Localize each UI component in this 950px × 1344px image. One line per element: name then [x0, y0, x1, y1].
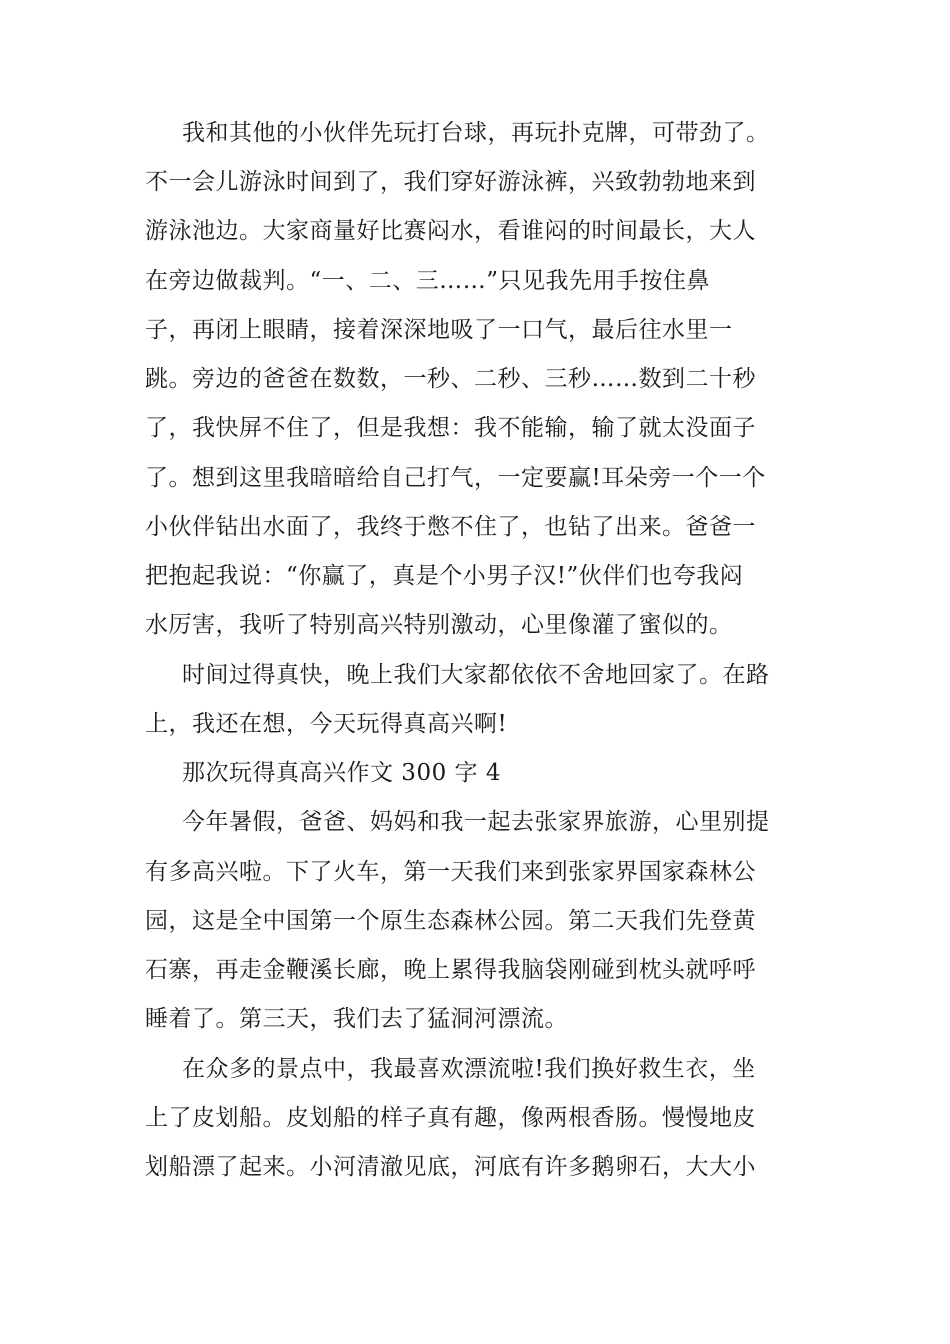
paragraph-line: 小伙伴钻出水面了，我终于憋不住了，也钻了出来。爸爸一	[145, 514, 756, 540]
paragraph-line: 游泳池边。大家商量好比赛闷水，看谁闷的时间最长，大人	[145, 218, 756, 244]
paragraph-line: 上，我还在想，今天玩得真高兴啊!	[145, 711, 508, 737]
paragraph-line: 了，我快屏不住了，但是我想：我不能输，输了就太没面子	[145, 415, 756, 441]
paragraph-line: 石寨，再走金鞭溪长廊，晚上累得我脑袋刚碰到枕头就呼呼	[145, 957, 756, 983]
paragraph-line: 把抱起我说：“你赢了，真是个小男子汉!”伙伴们也夸我闷	[145, 563, 744, 589]
paragraph-line: 跳。旁边的爸爸在数数，一秒、二秒、三秒……数到二十秒	[145, 366, 756, 392]
paragraph-line: 在众多的景点中，我最喜欢漂流啦!我们换好救生衣，坐	[182, 1056, 756, 1082]
paragraph-line: 水厉害，我听了特别高兴特别激动，心里像灌了蜜似的。	[145, 612, 733, 638]
paragraph-line: 划船漂了起来。小河清澈见底，河底有许多鹅卵石，大大小	[145, 1154, 756, 1180]
paragraph-line: 时间过得真快，晚上我们大家都依依不舍地回家了。在路	[182, 662, 770, 688]
paragraph-line: 睡着了。第三天，我们去了猛洞河漂流。	[145, 1006, 568, 1032]
paragraph-line: 上了皮划船。皮划船的样子真有趣，像两根香肠。慢慢地皮	[145, 1105, 756, 1131]
paragraph-line: 园，这是全中国第一个原生态森林公园。第二天我们先登黄	[145, 908, 756, 934]
paragraph-line: 在旁边做裁判。“一、二、三……”只见我先用手按住鼻	[145, 268, 711, 294]
section-heading: 那次玩得真高兴作文 300 字 4	[182, 760, 501, 786]
paragraph-line: 今年暑假，爸爸、妈妈和我一起去张家界旅游，心里别提	[182, 809, 770, 835]
paragraph-line: 我和其他的小伙伴先玩打台球，再玩扑克牌，可带劲了。	[182, 120, 770, 146]
paragraph-line: 有多高兴啦。下了火车，第一天我们来到张家界国家森林公	[145, 859, 756, 885]
paragraph-line: 子，再闭上眼睛，接着深深地吸了一口气，最后往水里一	[145, 317, 733, 343]
paragraph-line: 不一会儿游泳时间到了，我们穿好游泳裤，兴致勃勃地来到	[145, 169, 756, 195]
paragraph-line: 了。想到这里我暗暗给自己打气，一定要赢!耳朵旁一个一个	[145, 465, 766, 491]
